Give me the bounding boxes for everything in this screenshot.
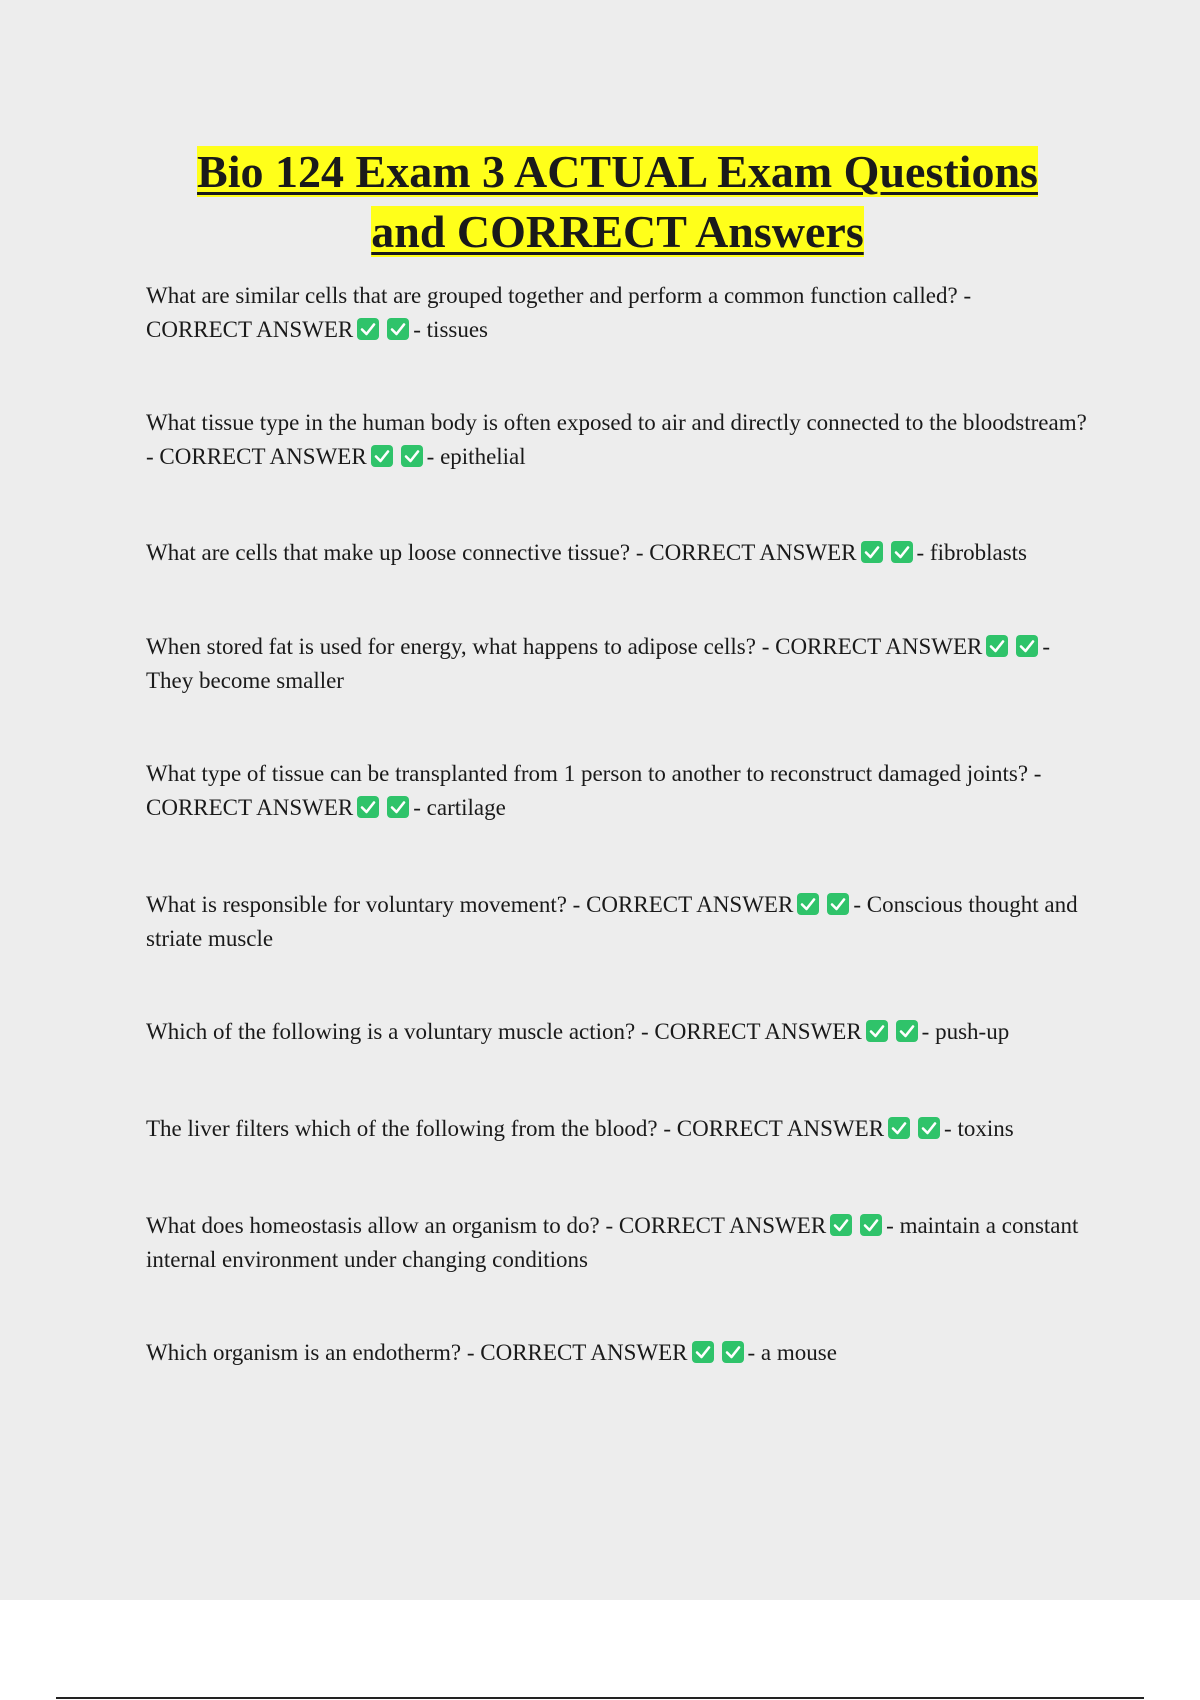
question-text: What are similar cells that are grouped together and perform a common function called? - [146, 283, 972, 308]
green-checkmark-icon [401, 445, 423, 467]
green-checkmark-icon [896, 1020, 918, 1042]
qa-item-6 [146, 888, 1096, 956]
answer-text: - fibroblasts [916, 540, 1028, 565]
green-checkmark-icon [918, 1117, 940, 1139]
answer-text: - cartilage [413, 795, 506, 820]
answer-text: - push-up [921, 1019, 1010, 1044]
question-text: What tissue type in the human body is often exposed to air and directly connected to the bloodstream? - [146, 410, 1087, 469]
page-divider [56, 1697, 1144, 1699]
answer-text: - maintain a constant internal environment under changing conditions [146, 1213, 1079, 1272]
green-checkmark-icon [827, 893, 849, 915]
qa-item-2 [146, 406, 1096, 474]
answer-text: - Conscious thought and striate muscle [146, 892, 1078, 951]
question-text: Which of the following is a voluntary muscle action? - [146, 1019, 649, 1044]
qa-item-8 [146, 1112, 1096, 1146]
green-checkmark-icon [357, 318, 379, 340]
answer-text: - They become smaller [146, 634, 1051, 693]
green-checkmark-icon [1016, 635, 1038, 657]
green-checkmark-icon [387, 318, 409, 340]
qa-item-4 [146, 630, 1096, 698]
qa-item-3 [146, 536, 1096, 570]
answer-marker: CORRECT ANSWER [159, 444, 367, 469]
question-text: What are cells that make up loose connective tissue? - [146, 540, 644, 565]
title-line-2: and CORRECT Answers [371, 206, 864, 257]
answer-marker: CORRECT ANSWER [775, 634, 983, 659]
green-checkmark-icon [797, 893, 819, 915]
answer-marker: CORRECT ANSWER [676, 1116, 885, 1141]
answer-text: - epithelial [426, 444, 526, 469]
green-checkmark-icon [357, 796, 379, 818]
document-title [120, 142, 1115, 262]
title-line-1: Bio 124 Exam 3 ACTUAL Exam Questions [197, 146, 1038, 197]
question-text: When stored fat is used for energy, what happens to adipose cells? - [146, 634, 770, 659]
qa-item-9 [146, 1209, 1096, 1277]
answer-marker: CORRECT ANSWER [146, 795, 354, 820]
green-checkmark-icon [986, 635, 1008, 657]
qa-item-10 [146, 1336, 1096, 1370]
qa-item-7 [146, 1015, 1096, 1049]
answer-marker: CORRECT ANSWER [618, 1213, 827, 1238]
qa-item-5 [146, 757, 1096, 825]
question-text: What type of tissue can be transplanted from 1 person to another to reconstruct damaged joints? - [146, 761, 1042, 786]
question-text: Which organism is an endotherm? - [146, 1340, 475, 1365]
qa-item-1 [146, 279, 1096, 347]
question-text: What is responsible for voluntary movement? - [146, 892, 581, 917]
green-checkmark-icon [830, 1214, 852, 1236]
question-text: The liver filters which of the following from the blood? - [146, 1116, 672, 1141]
green-checkmark-icon [888, 1117, 910, 1139]
answer-marker: CORRECT ANSWER [654, 1019, 862, 1044]
green-checkmark-icon [891, 541, 913, 563]
question-text: What does homeostasis allow an organism to do? - [146, 1213, 614, 1238]
answer-text: - toxins [944, 1116, 1014, 1141]
green-checkmark-icon [692, 1341, 714, 1363]
answer-text: - a mouse [747, 1340, 837, 1365]
green-checkmark-icon [860, 1214, 882, 1236]
green-checkmark-icon [861, 541, 883, 563]
green-checkmark-icon [371, 445, 393, 467]
green-checkmark-icon [866, 1020, 888, 1042]
green-checkmark-icon [387, 796, 409, 818]
answer-marker: CORRECT ANSWER [146, 317, 354, 342]
answer-marker: CORRECT ANSWER [480, 1340, 688, 1365]
answer-marker: CORRECT ANSWER [649, 540, 857, 565]
answer-text: - tissues [413, 317, 488, 342]
answer-marker: CORRECT ANSWER [586, 892, 794, 917]
green-checkmark-icon [722, 1341, 744, 1363]
